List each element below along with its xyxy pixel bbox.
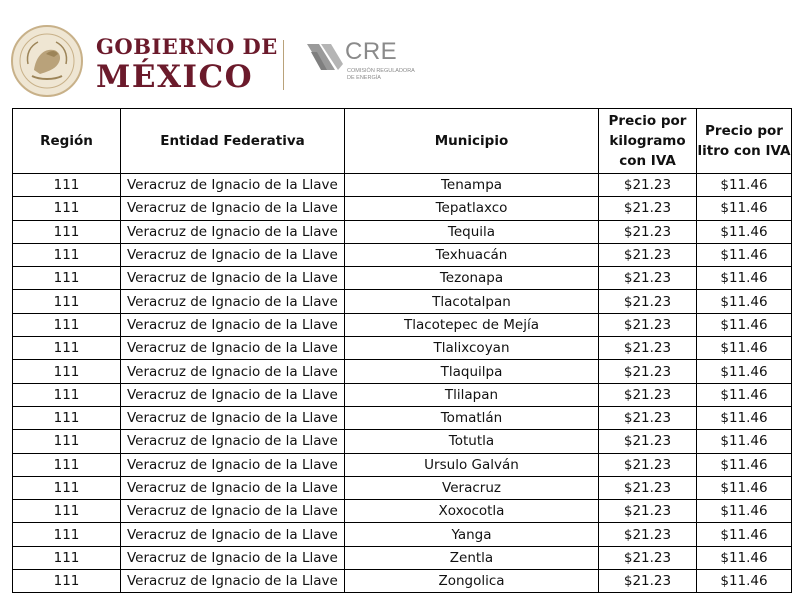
cre-mark-icon (305, 40, 345, 76)
table-row (13, 453, 792, 476)
table-row (13, 406, 792, 429)
cell-precio-litro: $11.46 (697, 220, 792, 243)
cell-municipio: Tenampa (345, 174, 599, 197)
cell-region: 111 (13, 406, 121, 429)
gobierno-de-mexico-wordmark (96, 36, 278, 93)
cell-precio-litro: $11.46 (697, 360, 792, 383)
header-municipio: Municipio (345, 109, 599, 174)
cell-precio-kg: $21.23 (599, 383, 697, 406)
cell-precio-litro: $11.46 (697, 430, 792, 453)
price-table (12, 108, 792, 593)
cell-entidad: Veracruz de Ignacio de la Llave (121, 570, 345, 593)
cell-entidad: Veracruz de Ignacio de la Llave (121, 430, 345, 453)
cell-precio-litro: $11.46 (697, 383, 792, 406)
cell-municipio: Ursulo Galván (345, 453, 599, 476)
table-row (13, 290, 792, 313)
table-row (13, 220, 792, 243)
cell-precio-kg: $21.23 (599, 430, 697, 453)
cell-municipio: Tequila (345, 220, 599, 243)
cell-municipio: Veracruz (345, 476, 599, 499)
cell-municipio: Zentla (345, 546, 599, 569)
cell-region: 111 (13, 220, 121, 243)
cell-precio-litro: $11.46 (697, 523, 792, 546)
cell-entidad: Veracruz de Ignacio de la Llave (121, 500, 345, 523)
table-row (13, 174, 792, 197)
cell-region: 111 (13, 500, 121, 523)
cell-entidad: Veracruz de Ignacio de la Llave (121, 243, 345, 266)
cell-municipio: Zongolica (345, 570, 599, 593)
cell-entidad: Veracruz de Ignacio de la Llave (121, 453, 345, 476)
cell-municipio: Texhuacán (345, 243, 599, 266)
cell-precio-kg: $21.23 (599, 220, 697, 243)
cell-entidad: Veracruz de Ignacio de la Llave (121, 546, 345, 569)
cell-entidad: Veracruz de Ignacio de la Llave (121, 267, 345, 290)
cell-entidad: Veracruz de Ignacio de la Llave (121, 197, 345, 220)
cell-precio-kg: $21.23 (599, 523, 697, 546)
table-row (13, 243, 792, 266)
price-table-container (12, 108, 791, 593)
cell-entidad: Veracruz de Ignacio de la Llave (121, 523, 345, 546)
cre-logo (305, 38, 415, 94)
cell-entidad: Veracruz de Ignacio de la Llave (121, 476, 345, 499)
table-row (13, 360, 792, 383)
cell-precio-kg: $21.23 (599, 453, 697, 476)
cell-region: 111 (13, 243, 121, 266)
cell-precio-kg: $21.23 (599, 290, 697, 313)
cell-region: 111 (13, 174, 121, 197)
cell-precio-litro: $11.46 (697, 406, 792, 429)
cell-region: 111 (13, 337, 121, 360)
header-precio-kg: Precio por kilogramo con IVA (599, 109, 697, 174)
cell-municipio: Xoxocotla (345, 500, 599, 523)
cell-precio-litro: $11.46 (697, 476, 792, 499)
cell-entidad: Veracruz de Ignacio de la Llave (121, 383, 345, 406)
cell-entidad: Veracruz de Ignacio de la Llave (121, 337, 345, 360)
cell-region: 111 (13, 476, 121, 499)
cell-entidad: Veracruz de Ignacio de la Llave (121, 174, 345, 197)
cell-precio-litro: $11.46 (697, 453, 792, 476)
cell-precio-kg: $21.23 (599, 406, 697, 429)
cell-municipio: Yanga (345, 523, 599, 546)
table-row (13, 313, 792, 336)
cell-municipio: Totutla (345, 430, 599, 453)
header-region: Región (13, 109, 121, 174)
cell-precio-kg: $21.23 (599, 174, 697, 197)
cell-region: 111 (13, 546, 121, 569)
table-row (13, 546, 792, 569)
cell-precio-litro: $11.46 (697, 267, 792, 290)
table-row (13, 267, 792, 290)
table-row (13, 430, 792, 453)
cell-precio-kg: $21.23 (599, 360, 697, 383)
cell-region: 111 (13, 453, 121, 476)
table-header-row (13, 109, 792, 174)
cell-municipio: Tlalixcoyan (345, 337, 599, 360)
cell-municipio: Tlilapan (345, 383, 599, 406)
cell-precio-kg: $21.23 (599, 197, 697, 220)
cell-entidad: Veracruz de Ignacio de la Llave (121, 360, 345, 383)
mexico-line: MÉXICO (96, 59, 254, 95)
cell-region: 111 (13, 523, 121, 546)
cell-precio-litro: $11.46 (697, 570, 792, 593)
cell-region: 111 (13, 197, 121, 220)
header-entidad: Entidad Federativa (121, 109, 345, 174)
cell-precio-litro: $11.46 (697, 197, 792, 220)
cell-precio-kg: $21.23 (599, 267, 697, 290)
cell-municipio: Tomatlán (345, 406, 599, 429)
page-header (0, 0, 800, 108)
table-row (13, 476, 792, 499)
header-precio-litro: Precio por litro con IVA (697, 109, 792, 174)
header-divider (283, 40, 284, 90)
table-row (13, 570, 792, 593)
cell-precio-litro: $11.46 (697, 337, 792, 360)
cell-entidad: Veracruz de Ignacio de la Llave (121, 313, 345, 336)
cell-region: 111 (13, 313, 121, 336)
cell-precio-litro: $11.46 (697, 500, 792, 523)
cell-entidad: Veracruz de Ignacio de la Llave (121, 290, 345, 313)
mexico-coat-of-arms-icon (10, 24, 84, 98)
table-row (13, 197, 792, 220)
cell-precio-litro: $11.46 (697, 174, 792, 197)
cell-precio-kg: $21.23 (599, 313, 697, 336)
table-row (13, 523, 792, 546)
cell-region: 111 (13, 570, 121, 593)
cell-municipio: Tepatlaxco (345, 197, 599, 220)
cell-precio-kg: $21.23 (599, 476, 697, 499)
gobierno-line: GOBIERNO DE (96, 34, 278, 59)
cell-precio-litro: $11.46 (697, 243, 792, 266)
cell-precio-kg: $21.23 (599, 337, 697, 360)
cell-precio-kg: $21.23 (599, 570, 697, 593)
cell-region: 111 (13, 360, 121, 383)
cell-municipio: Tlacotalpan (345, 290, 599, 313)
table-row (13, 337, 792, 360)
cell-region: 111 (13, 290, 121, 313)
cell-entidad: Veracruz de Ignacio de la Llave (121, 220, 345, 243)
cell-precio-litro: $11.46 (697, 313, 792, 336)
cell-municipio: Tezonapa (345, 267, 599, 290)
cell-precio-kg: $21.23 (599, 546, 697, 569)
cell-municipio: Tlaquilpa (345, 360, 599, 383)
cell-precio-litro: $11.46 (697, 290, 792, 313)
cell-region: 111 (13, 430, 121, 453)
cell-entidad: Veracruz de Ignacio de la Llave (121, 406, 345, 429)
table-row (13, 383, 792, 406)
cell-precio-litro: $11.46 (697, 546, 792, 569)
cell-region: 111 (13, 267, 121, 290)
cell-precio-kg: $21.23 (599, 243, 697, 266)
cell-precio-kg: $21.23 (599, 500, 697, 523)
cell-region: 111 (13, 383, 121, 406)
cre-wordmark: CRE (345, 38, 398, 65)
table-body (13, 174, 792, 593)
cell-municipio: Tlacotepec de Mejía (345, 313, 599, 336)
table-row (13, 500, 792, 523)
cre-subtitle: COMISIÓN REGULADORA DE ENERGÍA (347, 68, 415, 81)
